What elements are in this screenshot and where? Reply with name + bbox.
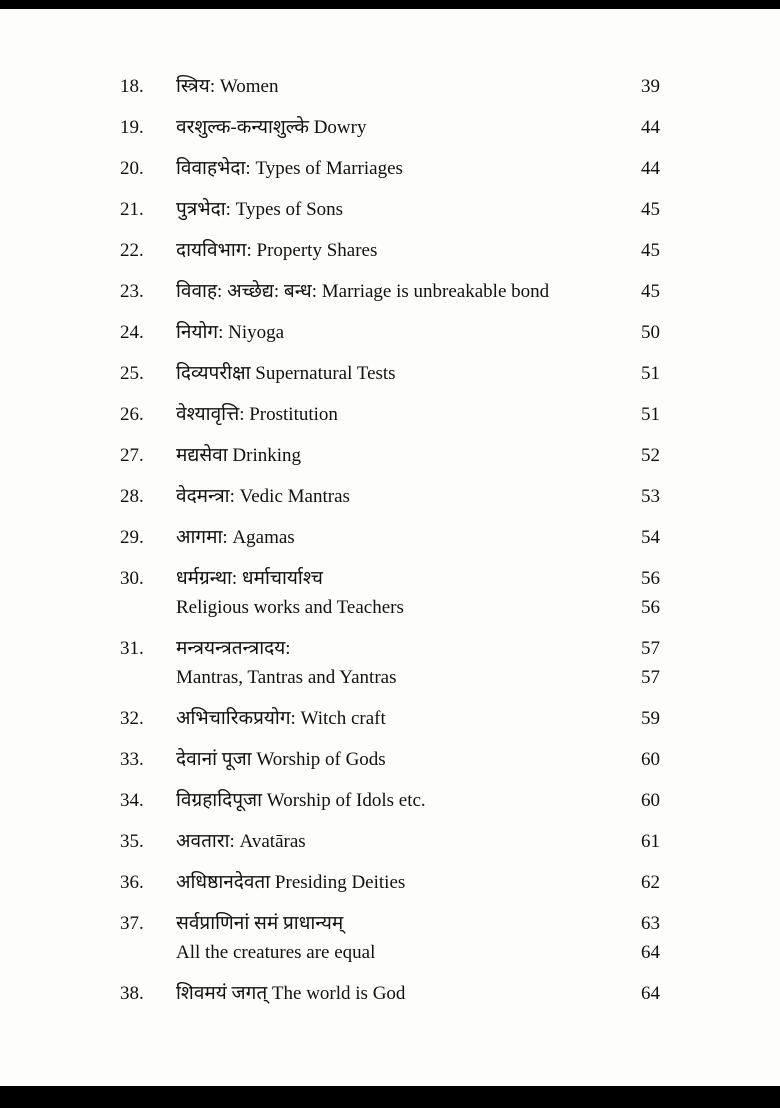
entry-line bbox=[176, 361, 660, 387]
entry-page: 44 bbox=[641, 117, 660, 138]
entry-number: 27. bbox=[120, 445, 144, 466]
entry-number: 29. bbox=[120, 527, 144, 548]
entry-page: 57 bbox=[641, 667, 660, 688]
entry-number: 18. bbox=[120, 76, 144, 97]
entry-page: 60 bbox=[641, 749, 660, 770]
entry-line bbox=[176, 870, 660, 896]
entry-title: धर्मग्रन्था: धर्माचार्याश्च bbox=[176, 568, 323, 589]
entry-number: 25. bbox=[120, 363, 144, 384]
entry-body bbox=[176, 402, 660, 428]
entry-page: 56 bbox=[641, 597, 660, 618]
entry-number: 21. bbox=[120, 199, 144, 220]
entry-number: 34. bbox=[120, 790, 144, 811]
scan-edge-bottom bbox=[0, 1086, 780, 1108]
entry-title: Mantras, Tantras and Yantras bbox=[176, 667, 397, 688]
entry-title: अधिष्ठानदेवता Presiding Deities bbox=[176, 872, 406, 893]
entry-title: सर्वप्राणिनां समं प्राधान्यम् bbox=[176, 913, 344, 934]
entry-title: विवाहभेदा: Types of Marriages bbox=[176, 158, 403, 179]
toc-entry bbox=[120, 870, 660, 896]
toc-entry bbox=[120, 279, 660, 305]
entry-page: 51 bbox=[641, 363, 660, 384]
entry-page: 44 bbox=[641, 158, 660, 179]
entry-number: 28. bbox=[120, 486, 144, 507]
entry-number: 30. bbox=[120, 568, 144, 589]
toc-entry bbox=[120, 197, 660, 223]
entry-number: 23. bbox=[120, 281, 144, 302]
entry-page: 56 bbox=[641, 568, 660, 589]
entry-body bbox=[176, 566, 660, 621]
entry-line bbox=[176, 981, 660, 1007]
entry-line bbox=[176, 911, 660, 937]
entry-line bbox=[176, 402, 660, 428]
toc-entry bbox=[120, 402, 660, 428]
toc-entry bbox=[120, 484, 660, 510]
entry-page: 59 bbox=[641, 708, 660, 729]
toc-entry bbox=[120, 566, 660, 621]
entry-number: 20. bbox=[120, 158, 144, 179]
entry-number: 19. bbox=[120, 117, 144, 138]
entry-line bbox=[176, 238, 660, 264]
entry-page: 53 bbox=[641, 486, 660, 507]
toc-list bbox=[120, 74, 660, 1022]
entry-line bbox=[176, 115, 660, 141]
toc-entry bbox=[120, 636, 660, 691]
entry-line bbox=[176, 279, 660, 305]
entry-number: 35. bbox=[120, 831, 144, 852]
entry-page: 61 bbox=[641, 831, 660, 852]
entry-title: मन्त्रयन्त्रतन्त्रादय: bbox=[176, 638, 291, 659]
entry-title: अवतारा: Avatāras bbox=[176, 831, 306, 852]
entry-page: 63 bbox=[641, 913, 660, 934]
entry-page: 50 bbox=[641, 322, 660, 343]
entry-title: अभिचारिकप्रयोग: Witch craft bbox=[176, 708, 386, 729]
entry-body bbox=[176, 788, 660, 814]
entry-title: आगमा: Agamas bbox=[176, 527, 295, 548]
toc-entry bbox=[120, 443, 660, 469]
entry-body bbox=[176, 361, 660, 387]
entry-line bbox=[176, 320, 660, 346]
entry-page: 57 bbox=[641, 638, 660, 659]
entry-page: 45 bbox=[641, 199, 660, 220]
entry-page: 51 bbox=[641, 404, 660, 425]
entry-number: 38. bbox=[120, 983, 144, 1004]
entry-title: All the creatures are equal bbox=[176, 942, 376, 963]
entry-number: 32. bbox=[120, 708, 144, 729]
toc-entry bbox=[120, 829, 660, 855]
toc-entry bbox=[120, 238, 660, 264]
entry-line bbox=[176, 747, 660, 773]
toc-entry bbox=[120, 156, 660, 182]
entry-body bbox=[176, 197, 660, 223]
entry-title: मद्यसेवा Drinking bbox=[176, 445, 302, 466]
entry-body bbox=[176, 156, 660, 182]
entry-title: दायविभाग: Property Shares bbox=[176, 240, 378, 261]
entry-body bbox=[176, 115, 660, 141]
toc-entry bbox=[120, 320, 660, 346]
entry-page: 54 bbox=[641, 527, 660, 548]
entry-line bbox=[176, 595, 660, 621]
entry-page: 45 bbox=[641, 240, 660, 261]
toc-entry bbox=[120, 747, 660, 773]
toc-entry bbox=[120, 981, 660, 1007]
entry-title: वेश्यावृत्ति: Prostitution bbox=[176, 404, 338, 425]
entry-line bbox=[176, 74, 660, 100]
entry-body bbox=[176, 706, 660, 732]
entry-title: वेदमन्त्रा: Vedic Mantras bbox=[176, 486, 350, 507]
entry-body bbox=[176, 636, 660, 691]
toc-entry bbox=[120, 706, 660, 732]
entry-line bbox=[176, 665, 660, 691]
entry-page: 45 bbox=[641, 281, 660, 302]
entry-line bbox=[176, 525, 660, 551]
entry-line bbox=[176, 156, 660, 182]
scan-edge-top bbox=[0, 0, 780, 9]
entry-body bbox=[176, 870, 660, 896]
entry-page: 64 bbox=[641, 942, 660, 963]
toc-entry bbox=[120, 911, 660, 966]
entry-title: नियोग: Niyoga bbox=[176, 322, 285, 343]
entry-body bbox=[176, 484, 660, 510]
entry-title: Religious works and Teachers bbox=[176, 597, 404, 618]
entry-page: 60 bbox=[641, 790, 660, 811]
toc-entry bbox=[120, 115, 660, 141]
entry-title: वरशुल्क-कन्याशुल्के Dowry bbox=[176, 117, 367, 138]
entry-title: देवानां पूजा Worship of Gods bbox=[176, 749, 386, 770]
entry-title: विग्रहादिपूजा Worship of Idols etc. bbox=[176, 790, 426, 811]
entry-body bbox=[176, 238, 660, 264]
entry-line bbox=[176, 706, 660, 732]
entry-line bbox=[176, 197, 660, 223]
entry-page: 62 bbox=[641, 872, 660, 893]
entry-page: 64 bbox=[641, 983, 660, 1004]
entry-page: 52 bbox=[641, 445, 660, 466]
entry-number: 37. bbox=[120, 913, 144, 934]
entry-body bbox=[176, 525, 660, 551]
entry-body bbox=[176, 829, 660, 855]
entry-line bbox=[176, 566, 660, 592]
entry-number: 26. bbox=[120, 404, 144, 425]
entry-title: पुत्रभेदा: Types of Sons bbox=[176, 199, 344, 220]
entry-number: 36. bbox=[120, 872, 144, 893]
entry-body bbox=[176, 279, 660, 305]
entry-number: 31. bbox=[120, 638, 144, 659]
entry-title: शिवमयं जगत् The world is God bbox=[176, 983, 406, 1004]
entry-body bbox=[176, 747, 660, 773]
entry-title: स्त्रिय: Women bbox=[176, 76, 279, 97]
entry-page: 39 bbox=[641, 76, 660, 97]
entry-body bbox=[176, 74, 660, 100]
toc-entry bbox=[120, 74, 660, 100]
entry-title: विवाह: अच्छेद्य: बन्ध: Marriage is unbreakable bond bbox=[176, 281, 550, 302]
entry-line bbox=[176, 484, 660, 510]
entry-line bbox=[176, 788, 660, 814]
entry-line bbox=[176, 829, 660, 855]
entry-title: दिव्यपरीक्षा Supernatural Tests bbox=[176, 363, 396, 384]
entry-line bbox=[176, 940, 660, 966]
entry-body bbox=[176, 443, 660, 469]
entry-body bbox=[176, 981, 660, 1007]
entry-body bbox=[176, 320, 660, 346]
entry-line bbox=[176, 636, 660, 662]
toc-entry bbox=[120, 788, 660, 814]
entry-line bbox=[176, 443, 660, 469]
entry-number: 33. bbox=[120, 749, 144, 770]
toc-entry bbox=[120, 361, 660, 387]
entry-body bbox=[176, 911, 660, 966]
entry-number: 24. bbox=[120, 322, 144, 343]
toc-entry bbox=[120, 525, 660, 551]
entry-number: 22. bbox=[120, 240, 144, 261]
